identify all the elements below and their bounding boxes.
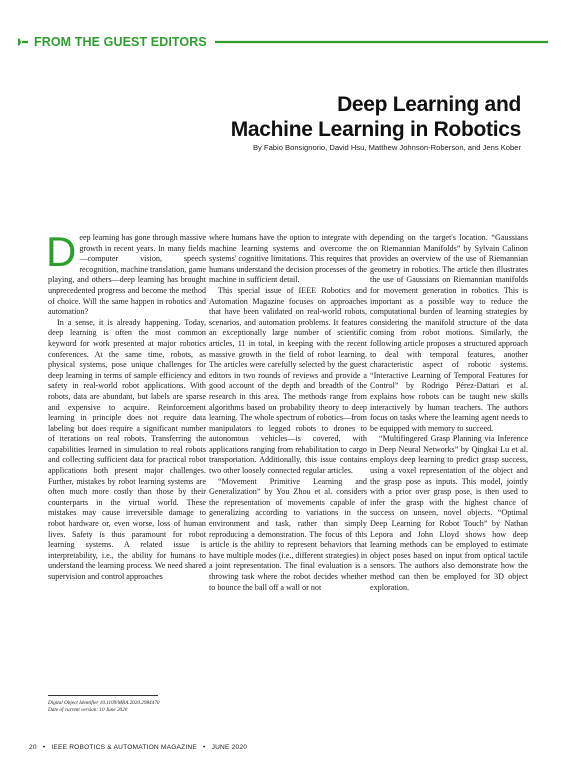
version-date-line: Date of current version: 10 June 2020: [48, 707, 128, 714]
title-line-1: Deep Learning and: [337, 93, 521, 116]
article-authors: By Fabio Bonsignorio, David Hsu, Matthew Johnson-Roberson, and Jens Kober: [252, 143, 521, 152]
paragraph: [46, 228, 206, 318]
paragraph: where humans have the option to integrate with machine learning systems and overcome the systems' cognitive limitations. This requires that humans understand the decision processes of the machine in sufficient detail.: [209, 233, 367, 285]
paragraph-text: eep learning has gone through massive growth in recent years. In many fields—computer vision, speech recognition, machine translation, game playing, and others—deep learning has brought unprecedented progress and become the method of choice. Will the same happen in robotics and automation?: [48, 233, 206, 317]
section-label: FROM THE GUEST EDITORS: [28, 34, 215, 50]
text-column-1: [46, 228, 206, 583]
footnote-rule: [48, 695, 158, 696]
footer-separator: •: [203, 744, 206, 751]
page-number: 20: [29, 744, 37, 751]
text-column-3: [370, 233, 528, 593]
footnote: [48, 700, 159, 715]
paragraph: This special issue of IEEE Robotics and Automation Magazine focuses on approaches that have been validated on real-world robots, scenarios, and automation problems. It features an exceptionally large number of scientific articles, 11 in total, in keeping with the recent massive growth in the field of robot learning. The articles were carefully selected by the guest editors in two rounds of reviews and provide a good account of the depth and breadth of the research in this area. The methods range from algorithms based on probability theory to deep learning. The whole spectrum of robotics—from manipulators to legged robots to drones to autonomous vehicles—is covered, with applications ranging from rehabilitation to cargo transportation. Additionally, this issue contains two other loosely connected regular articles.: [209, 285, 367, 476]
paragraph: “Movement Primitive Learning and Generalization” by You Zhou et al. considers the representation of movements capable of generalizing according to variations in the environment and task, rather than simply reproducing a demonstration. The focus of this article is the ability to represent behaviors that have multiple modes (i.e., different strategies) in a joint representation. The final evaluation is a throwing task where the robot decides whether to bounce the ball off a wall or not: [209, 476, 368, 592]
title-line-2: Machine Learning in Robotics: [230, 118, 521, 141]
doi-line: Digital Object Identifier 10.1109/MRA.2020.2984470: [48, 700, 160, 706]
magazine-name: IEEE ROBOTICS & AUTOMATION MAGAZINE: [51, 744, 197, 751]
article-title: [231, 92, 521, 142]
paragraph: depending on the target's location. “Gaussians on Riemannian Manifolds” by Sylvain Calinon provides an overview of the use of Riemannian geometry in robotics. The article then illustrates the use of Gaussians on Riemannian manifolds for movement generation in robotics. This is important as a possible way to reduce the computational burden of learning strategies by considering the manifold structure of the data coming from robot motions. Similarly, the following article proposes a structured approach to deal with temporal features, another characteristic aspect of robotic systems. “Interactive Learning of Temporal Features for Control” by Rodrigo Pérez-Dattari et al. explains how robots can be taught new skills interactively by human teachers. The authors focus on tasks where the learning agent needs to be equipped with memory to succeed.: [370, 233, 528, 433]
footer-separator: •: [42, 744, 46, 751]
text-column-2: [209, 233, 367, 593]
paragraph: In a sense, it is already happening. Today, deep learning is often the most common keyword for work presented at major robotics conferences. At the same time, robots, as physical systems, pose unique challenges for deep learning in terms of sample efficiency and safety in real-world robot applications. With robots, data are abundant, but labels are sparse and expensive to acquire. Reinforcement learning in principle does not require data labeling but does require a significant number of iterations on real robots. Transferring the capabilities learned in simulation to real robots and collecting sufficient data for practical robot applications both present major challenges. Further, mistakes by robot learning systems are often much more costly than those by their counterparts in the virtual world. These mistakes may cause irreversible damage to robot hardware or, even worse, loss of human lives. Safety is thus paramount for robot learning systems. A related issue is interpretability, i.e., the ability for humans to understand the learning process. We need shared supervision and control approaches: [48, 317, 206, 581]
issue-date: JUNE 2020: [211, 744, 248, 751]
drop-cap: D: [46, 228, 77, 275]
paragraph: “Multifingered Grasp Planning via Inference in Deep Neural Networks” by Qingkai Lu et al. employs deep learning to predict grasp success, using a voxel representation of the object and the grasp pose as inputs. This model, jointly with a prior over grasp pose, is then used to infer the grasp with the highest chance of success on unseen, novel objects. “Optimal Deep Learning for Robot Touch” by Nathan Lepora and John Lloyd shows how deep learning methods can be employed to estimate object poses based on input from optical tactile sensors. The authors also demonstrate how the method can then be employed for 3D object exploration.: [370, 434, 528, 592]
page-footer: [29, 744, 247, 751]
